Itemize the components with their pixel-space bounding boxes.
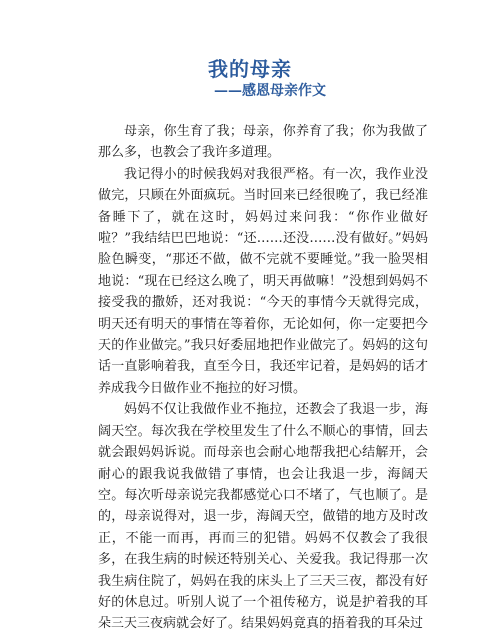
document-title: 我的母亲 [208,57,292,81]
document-subtitle: ——感恩母亲作文 [214,83,326,99]
paragraph: 妈妈不仅让我做作业不拖拉，还教会了我退一步，海阔天空。每次我在学校里发生了什么不顺心的事情，回去就会跟妈妈诉说。而母亲也会耐心地帮我把心结解开，会耐心的跟我说我做错了事情，也会让我退一步，海阔天空。每次听母亲说完我都感觉心口不堵了，气也顺了。是的，母亲说得对，退一步，海阔天空，做错的地方及时改正，不能一而再，再而三的犯错。妈妈不仅教会了我很多，在我生病的时候还特别关心、关爱我。我记得那一次我生病住院了，妈妈在我的床头上了三天三夜，都没有好好的休息过。听别人说了一个祖传秘方，说是护着我的耳朵三天三夜病就会好了。结果妈妈竟真的捂着我的耳朵过 [98,402,428,632]
paragraph: 我记得小的时候我妈对我很严格。有一次，我作业没做完，只顾在外面疯玩。当时回来已经很晚了，我已经准备睡下了，就在这时，妈妈过来问我：“你作业做好啦？”我结结巴巴地说：“还……还没……没有做好。”妈妈脸色瞬变，“那还不做，做不完就不要睡觉。”我一脸哭相地说：“现在已经这么晚了，明天再做嘛！”没想到妈妈不接受我的撒娇，还对我说：“今天的事情今天就得完成，明天还有明天的事情在等着你，无论如何，你一定要把今天的作业做完。”我只好委屈地把作业做完了。妈妈的这句话一直影响着我，直至今日，我还牢记着，是妈妈的话才养成我今日做作业不拖拉的好习惯。 [98,166,428,396]
document-body [98,121,428,635]
paragraph: 母亲，你生育了我；母亲，你养育了我；你为我做了那么多，也教会了我许多道理。 [98,124,428,161]
